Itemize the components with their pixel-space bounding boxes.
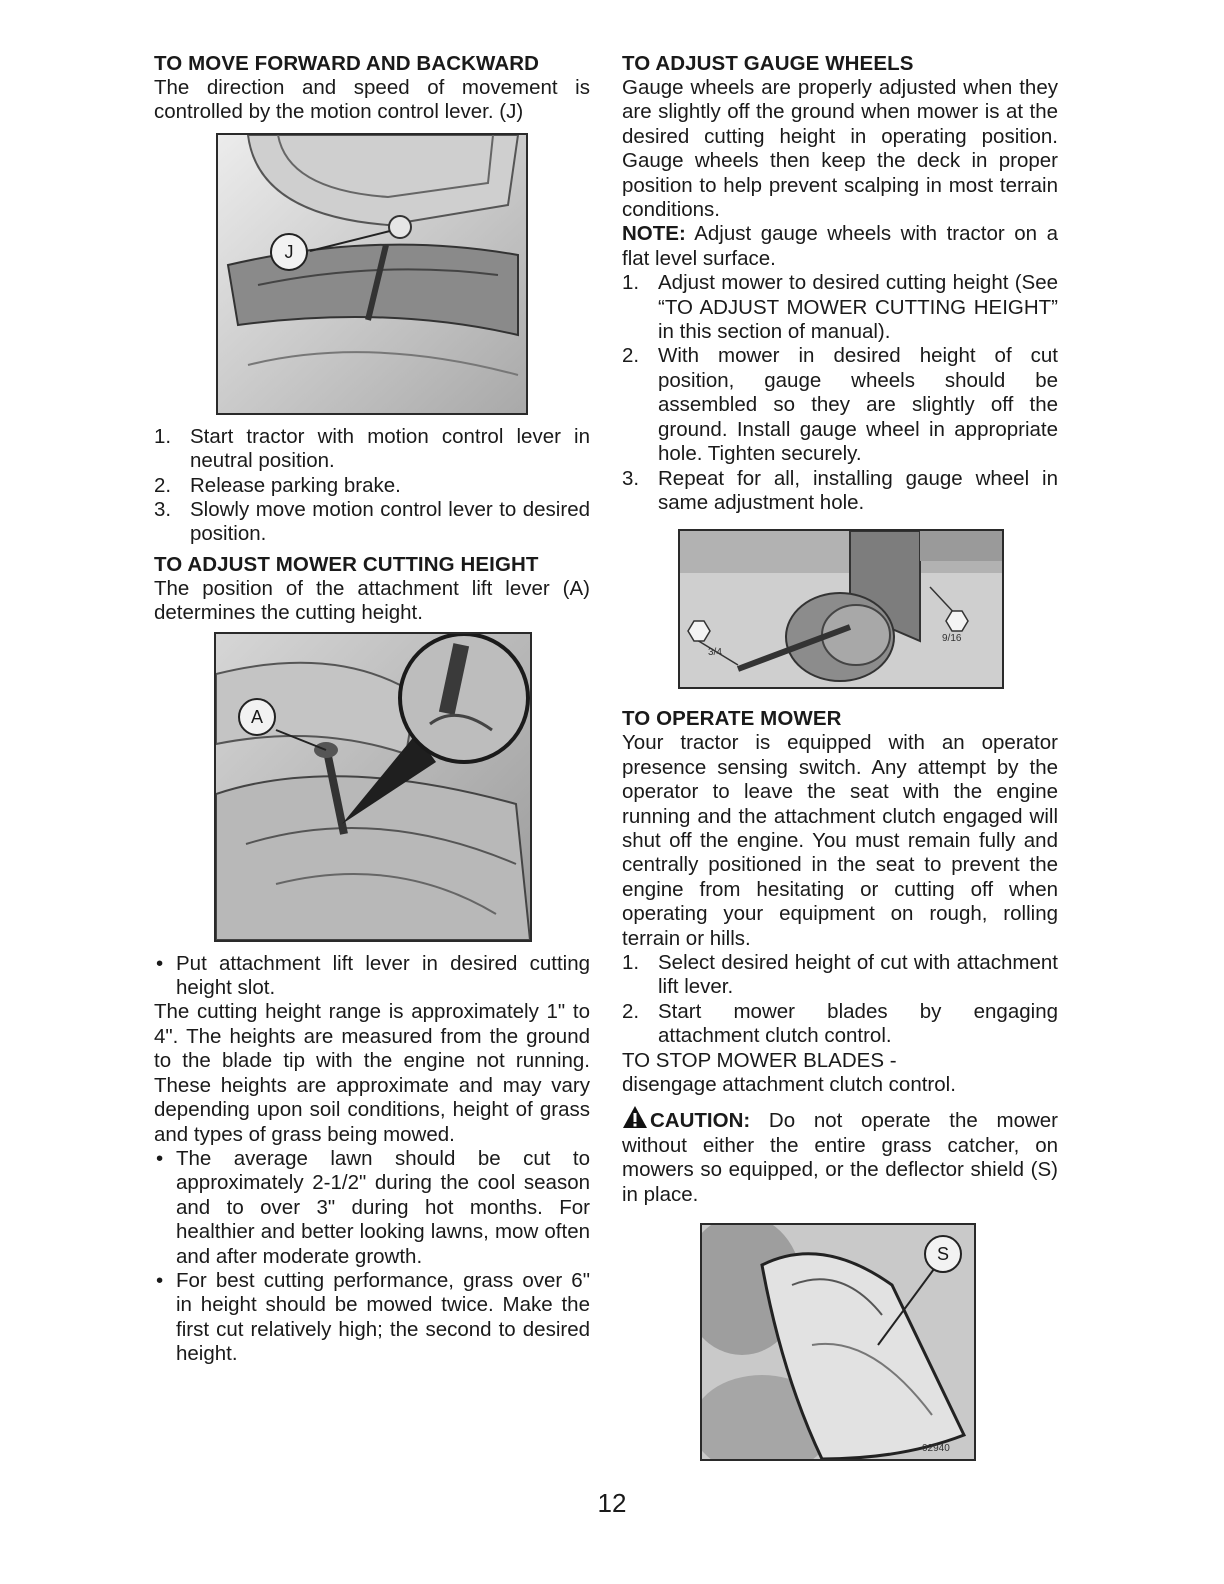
list-item: • For best cutting performance, grass over 6" in height should be mowed twice. Make the first cut relatively high; the second to desired height. [156, 1268, 590, 1366]
callout-a: A [238, 698, 276, 736]
deflector-shield-figure [700, 1223, 976, 1461]
move-steps [154, 425, 590, 547]
step-item: 2. Start mower blades by engaging attachment clutch control. [622, 999, 1058, 1048]
stop-text: disengage attachment clutch control. [622, 1073, 956, 1096]
list-item: • Put attachment lift lever in desired cutting height slot. [156, 951, 590, 1000]
step-item: 3. Slowly move motion control lever to desired position. [154, 498, 590, 546]
motion-control-figure [216, 133, 528, 415]
gauge-heading: TO ADJUST GAUGE WHEELS [622, 52, 914, 75]
step-item: 2. Release parking brake. [154, 473, 401, 497]
step-item: 1. Start tractor with motion control lever in neutral position. [154, 424, 590, 473]
operate-text: Your tractor is equipped with an operator presence sensing switch. Any attempt by the operator to leave the seat with the engine running and the attachment clutch engaged will shut off the engine. You must remain fully and centrally positioned in the seat to prevent the engine from hesitating or cutting off when operating your equipment on rough, rolling terrain or hills. [622, 731, 1058, 950]
caution-text: Do not operate the mower without either the entire grass catcher, on mowers so equipped, or the deflector shield (S) in place. [622, 1109, 1058, 1206]
figure-code: 02940 [922, 1443, 950, 1455]
callout-j: J [270, 233, 308, 271]
caution-label: CAUTION: [650, 1109, 751, 1133]
height-text: The position of the attachment lift lever (A) determines the cutting height. [154, 576, 590, 625]
move-heading: TO MOVE FORWARD AND BACKWARD [154, 52, 540, 75]
step-item: 1. Adjust mower to desired cutting height (See “TO ADJUST MOWER CUTTING HEIGHT” in this section of manual). [622, 271, 1058, 344]
step-item: 2. With mower in desired height of cut position, gauge wheels should be assembled so they are slightly off the ground. Install gauge wheel in appropriate hole. Tighten securely. [622, 344, 1058, 466]
wrench-size-label-9-16: 9/16 [942, 633, 962, 645]
callout-s: S [924, 1235, 962, 1273]
gauge-steps [622, 271, 1058, 515]
note-text: Adjust gauge wheels with tractor on a flat level surface. [622, 222, 1058, 270]
step-item: 3. Repeat for all, installing gauge wheel in same adjustment hole. [622, 466, 1058, 514]
gauge-wheel-figure [678, 529, 1004, 689]
lift-lever-illustration [216, 634, 530, 940]
operate-heading: TO OPERATE MOWER [622, 707, 842, 731]
warning-triangle-icon [622, 1105, 648, 1129]
caution-paragraph [622, 1105, 1058, 1207]
motion-control-illustration [218, 135, 526, 413]
range-text: The cutting height range is approximately 1" to 4". The heights are measured from the ground to the blade tip with the engine not running. These heights are approximate and may vary depending upon soil conditions, height of grass and types of grass being mowed. [154, 1000, 590, 1146]
bullet-list-1 [154, 952, 590, 1001]
gauge-wheel-illustration [680, 531, 1002, 687]
wrench-size-label-3-4: 3/4 [708, 647, 722, 659]
bullet-list-2 [154, 1147, 590, 1367]
step-item: 1. Select desired height of cut with attachment lift lever. [622, 950, 1058, 999]
list-item: • The average lawn should be cut to approximately 2-1/2" during the cool season and to over 3" during hot months. For healthier and better looking lawns, mow often and after moderate growth. [156, 1146, 590, 1268]
left-column [154, 52, 590, 1367]
gauge-text: Gauge wheels are properly adjusted when they are slightly off the ground when mower is at the desired cutting height in operating position. Gauge wheels then keep the deck in proper position to help prevent scalping in most terrain conditions. [622, 76, 1058, 222]
note-paragraph [622, 222, 1058, 271]
operate-steps [622, 951, 1058, 1049]
page-number: 12 [597, 1488, 627, 1518]
note-label: NOTE: [622, 222, 686, 246]
move-text: The direction and speed of movement is controlled by the motion control lever. (J) [154, 76, 590, 124]
right-column [622, 52, 1058, 1461]
stop-heading: TO STOP MOWER BLADES - [622, 1048, 897, 1072]
height-heading: TO ADJUST MOWER CUTTING HEIGHT [154, 552, 539, 576]
lift-lever-figure [214, 632, 532, 942]
